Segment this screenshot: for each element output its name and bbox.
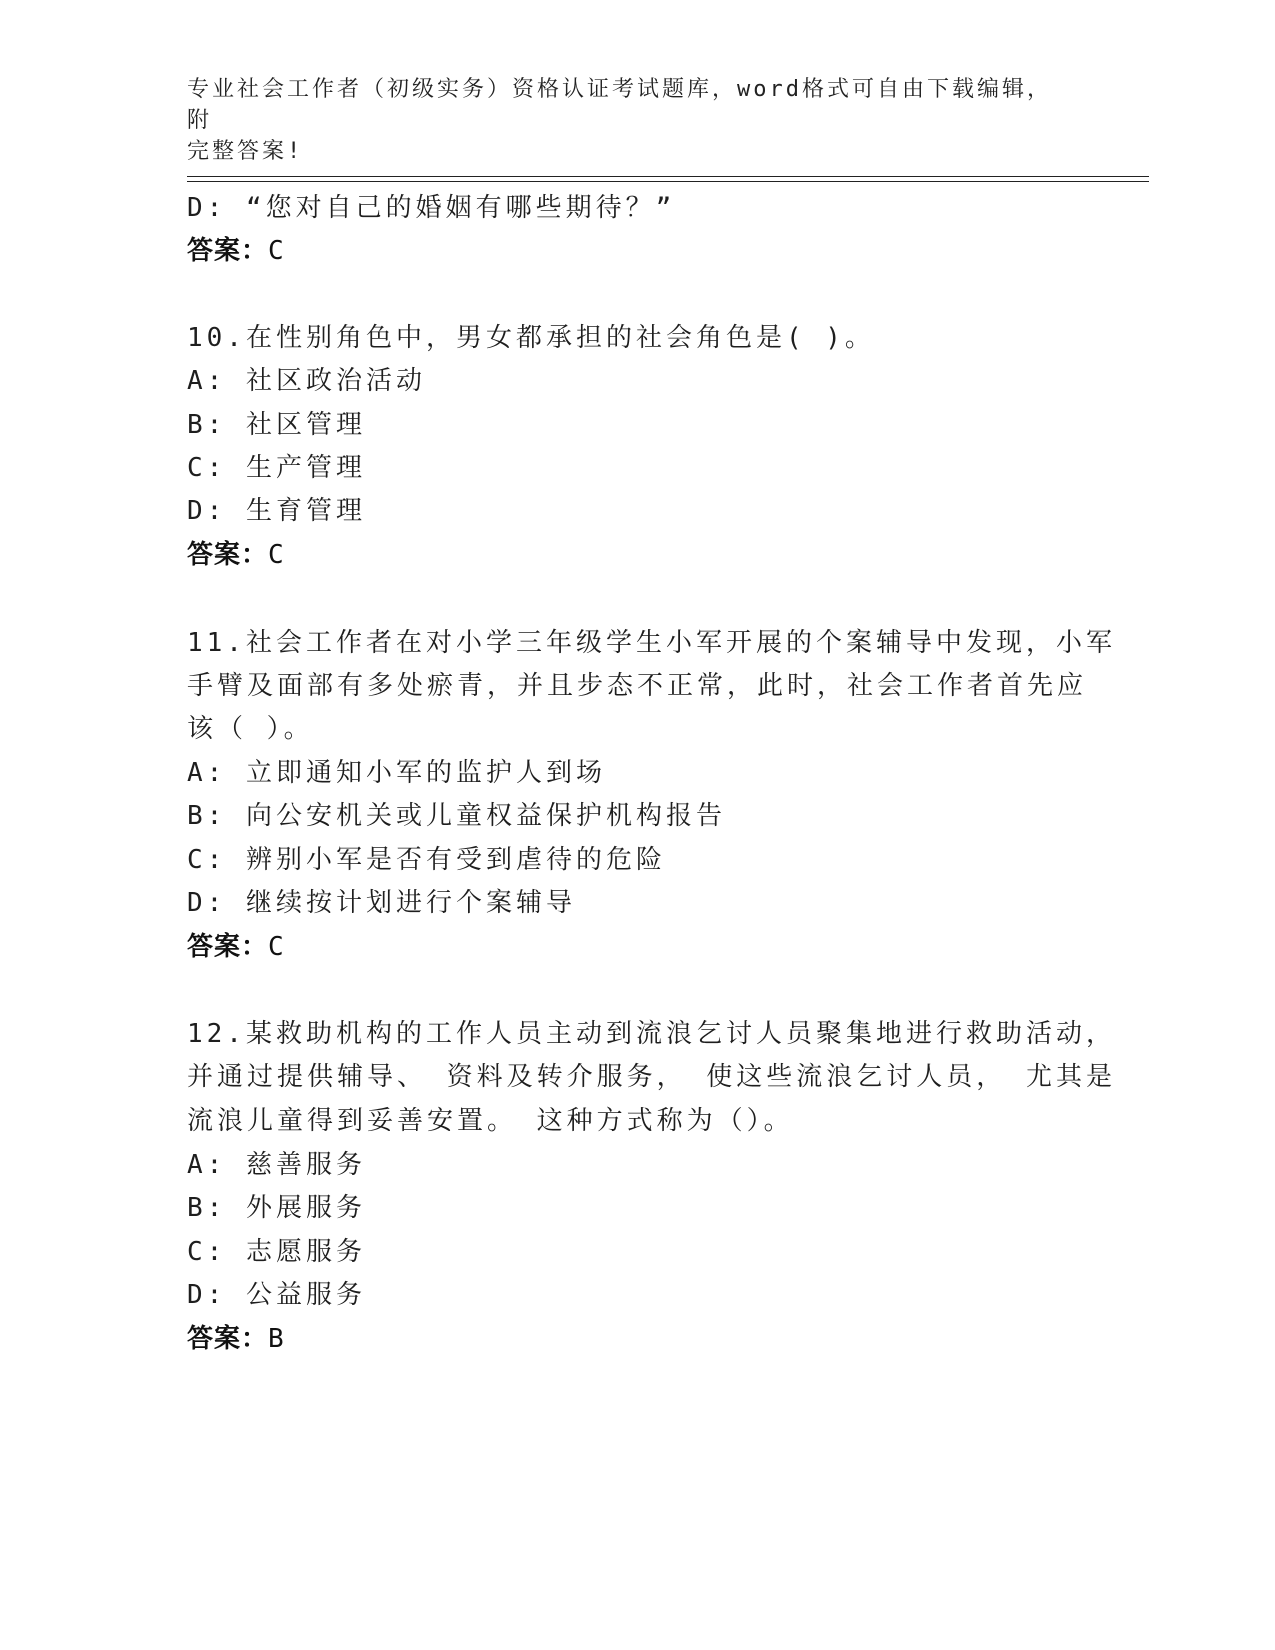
answer-label: 答案： [187,540,269,570]
q11-stem-line-3: 该（ ）。 [187,714,314,744]
answer-value: C [268,236,285,266]
q12-option-c: C: 志愿服务 [187,1237,366,1267]
answer-value: C [268,540,285,570]
q11-option-a: A: 立即通知小军的监护人到场 [187,758,606,788]
q11-answer [187,932,285,962]
q10-answer [187,540,285,570]
answer-value: B [268,1324,285,1354]
answer-label: 答案： [187,932,269,962]
q11-option-d: D: 继续按计划进行个案辅导 [187,888,576,918]
q11-stem-line-2: 手臂及面部有多处瘀青，并且步态不正常，此时，社会工作者首先应 [187,671,1088,701]
q10-option-a: A: 社区政治活动 [187,366,426,396]
header-line-2: 完整答案! [187,139,304,164]
q12-answer [187,1324,285,1354]
q12-stem-line-2: 并通过提供辅导、 资料及转介服务， 使这些流浪乞讨人员， 尤其是 [187,1062,1116,1092]
header-line-1: 专业社会工作者（初级实务）资格认证考试题库，word格式可自由下载编辑，附 [187,77,1052,133]
answer-value: C [268,932,285,962]
q10-stem-line-1: 10.在性别角色中，男女都承担的社会角色是( )。 [187,323,875,353]
q11-option-c: C: 辨别小军是否有受到虐待的危险 [187,845,666,875]
q12-stem-line-3: 流浪儿童得到妥善安置。 这种方式称为（）。 [187,1106,794,1136]
q11-option-b: B: 向公安机关或儿童权益保护机构报告 [187,801,726,831]
header-divider-bottom [187,181,1149,182]
q11-stem-line-1: 11.社会工作者在对小学三年级学生小军开展的个案辅导中发现，小军 [187,628,1116,658]
answer-label: 答案： [187,1324,269,1354]
document-header [187,74,1067,167]
q10-option-d: D: 生育管理 [187,496,366,526]
answer-label: 答案： [187,236,269,266]
q12-option-b: B: 外展服务 [187,1193,366,1223]
prev-answer [187,236,285,266]
q10-option-b: B: 社区管理 [187,410,366,440]
prev-option-d: D: “您对自己的婚姻有哪些期待？” [187,193,676,223]
q10-option-c: C: 生产管理 [187,453,366,483]
q12-stem-line-1: 12.某救助机构的工作人员主动到流浪乞讨人员聚集地进行救助活动， [187,1019,1116,1049]
q12-option-d: D: 公益服务 [187,1280,366,1310]
header-divider-top [187,176,1149,177]
q12-option-a: A: 慈善服务 [187,1150,366,1180]
